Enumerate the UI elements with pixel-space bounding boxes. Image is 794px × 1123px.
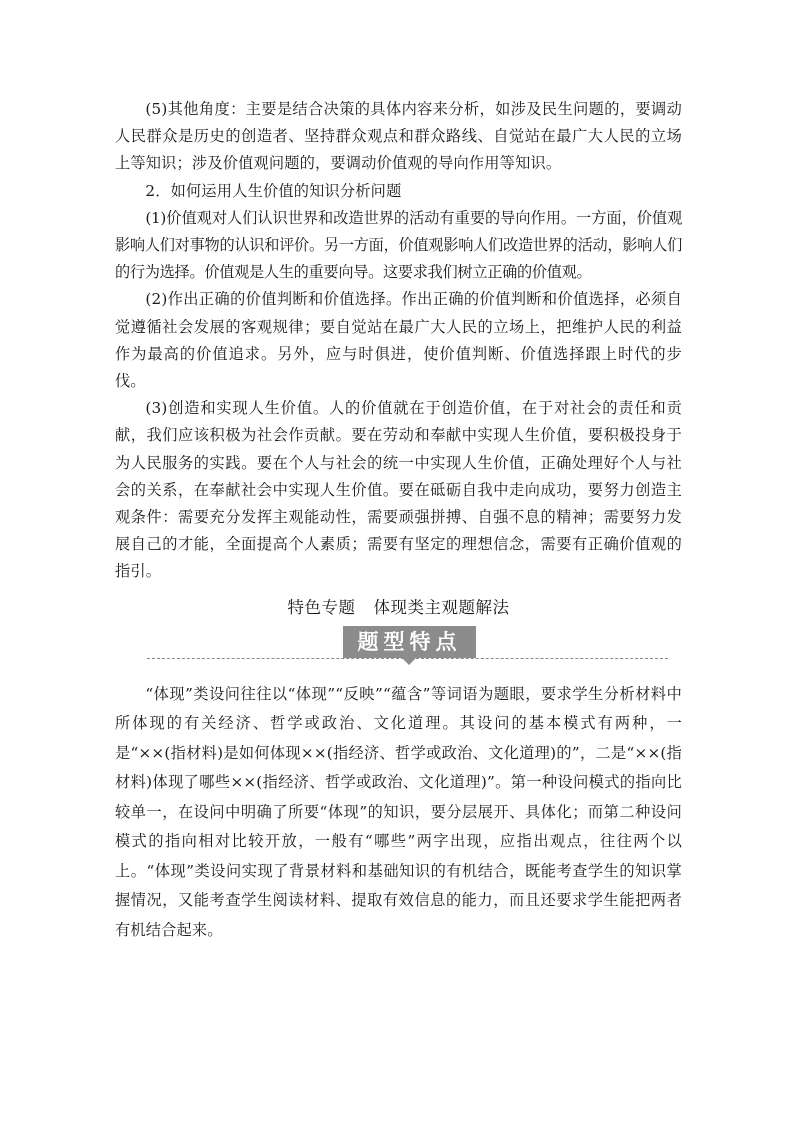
question-type-banner [115, 626, 682, 666]
special-topic-label: 特色专题 [287, 597, 356, 617]
document-page [115, 96, 682, 945]
intro-section [115, 680, 682, 946]
paragraph-intro: “体现”类设问往往以“体现”“反映”“蕴含”等词语为题眼，要求学生分析材料中所体现的有关经济、哲学或政治、文化道理。其设问的基本模式有两种，一是“××(指材料)是如何体现××(指经济、哲学或政治、文化道理)的”，二是“××(指材料)体现了哪些××(指经济、哲学或政治、文化道理)”。第一种设问模式的指向比较单一，在设问中明确了所要“体现”的知识，要分层展开、具体化；而第二种设问模式的指向相对比较开放，一般有“哪些”两字出现，应指出观点，往往两个以上。“体现”类设问实现了背景材料和基础知识的有机结合，既能考查学生的知识掌握情况，又能考查学生阅读材料、提取有效信息的能力，而且还要求学生能把两者有机结合起来。 [115, 684, 682, 939]
special-topic-title [115, 596, 682, 620]
paragraph-create-value: (3)创造和实现人生价值。人的价值就在于创造价值，在于对社会的责任和贡献，我们应该积极为社会作贡献。要在劳动和奉献中实现人生价值，要积极投身于为人民服务的实践。要在个人与社会的统一中实现人生价值，正确处理好个人与社会的关系，在奉献社会中实现人生价值。要在砥砺自我中走向成功，要努力创造主观条件：需要充分发挥主观能动性，需要顽强拼搏、自强不息的精神；需要努力发展自己的才能，全面提高个人素质；需要有坚定的理想信念，需要有正确价值观的指引。 [115, 399, 682, 581]
paragraph-value-judgment: (2)作出正确的价值判断和价值选择。作出正确的价值判断和价值选择，必须自觉遵循社会发展的客观规律；要自觉站在最广大人民的立场上，把维护人民的利益作为最高的价值追求。另外，应与时俱进，使价值判断、价值选择跟上时代的步伐。 [115, 290, 682, 391]
heading-life-value: 2．如何运用人生价值的知识分析问题 [145, 181, 402, 200]
paragraph-other-angles: (5)其他角度：主要是结合决策的具体内容来分析，如涉及民生问题的，要调动人民群众是历史的创造者、坚持群众观点和群众路线、自觉站在最广大人民的立场上等知识；涉及价值观问题的，要调动价值观的导向作用等知识。 [115, 100, 682, 173]
banner-label: 题型特点 [343, 626, 476, 658]
banner-pointer-icon [402, 658, 416, 665]
paragraph-values-guidance: (1)价值观对人们认识世界和改造世界的活动有重要的导向作用。一方面，价值观影响人们对事物的认识和评价。另一方面，价值观影响人们改造世界的活动，影响人们的行为选择。价值观是人生的重要向导。这要求我们树立正确的价值观。 [115, 208, 682, 282]
special-topic-subtitle: 体现类主观题解法 [373, 597, 510, 617]
